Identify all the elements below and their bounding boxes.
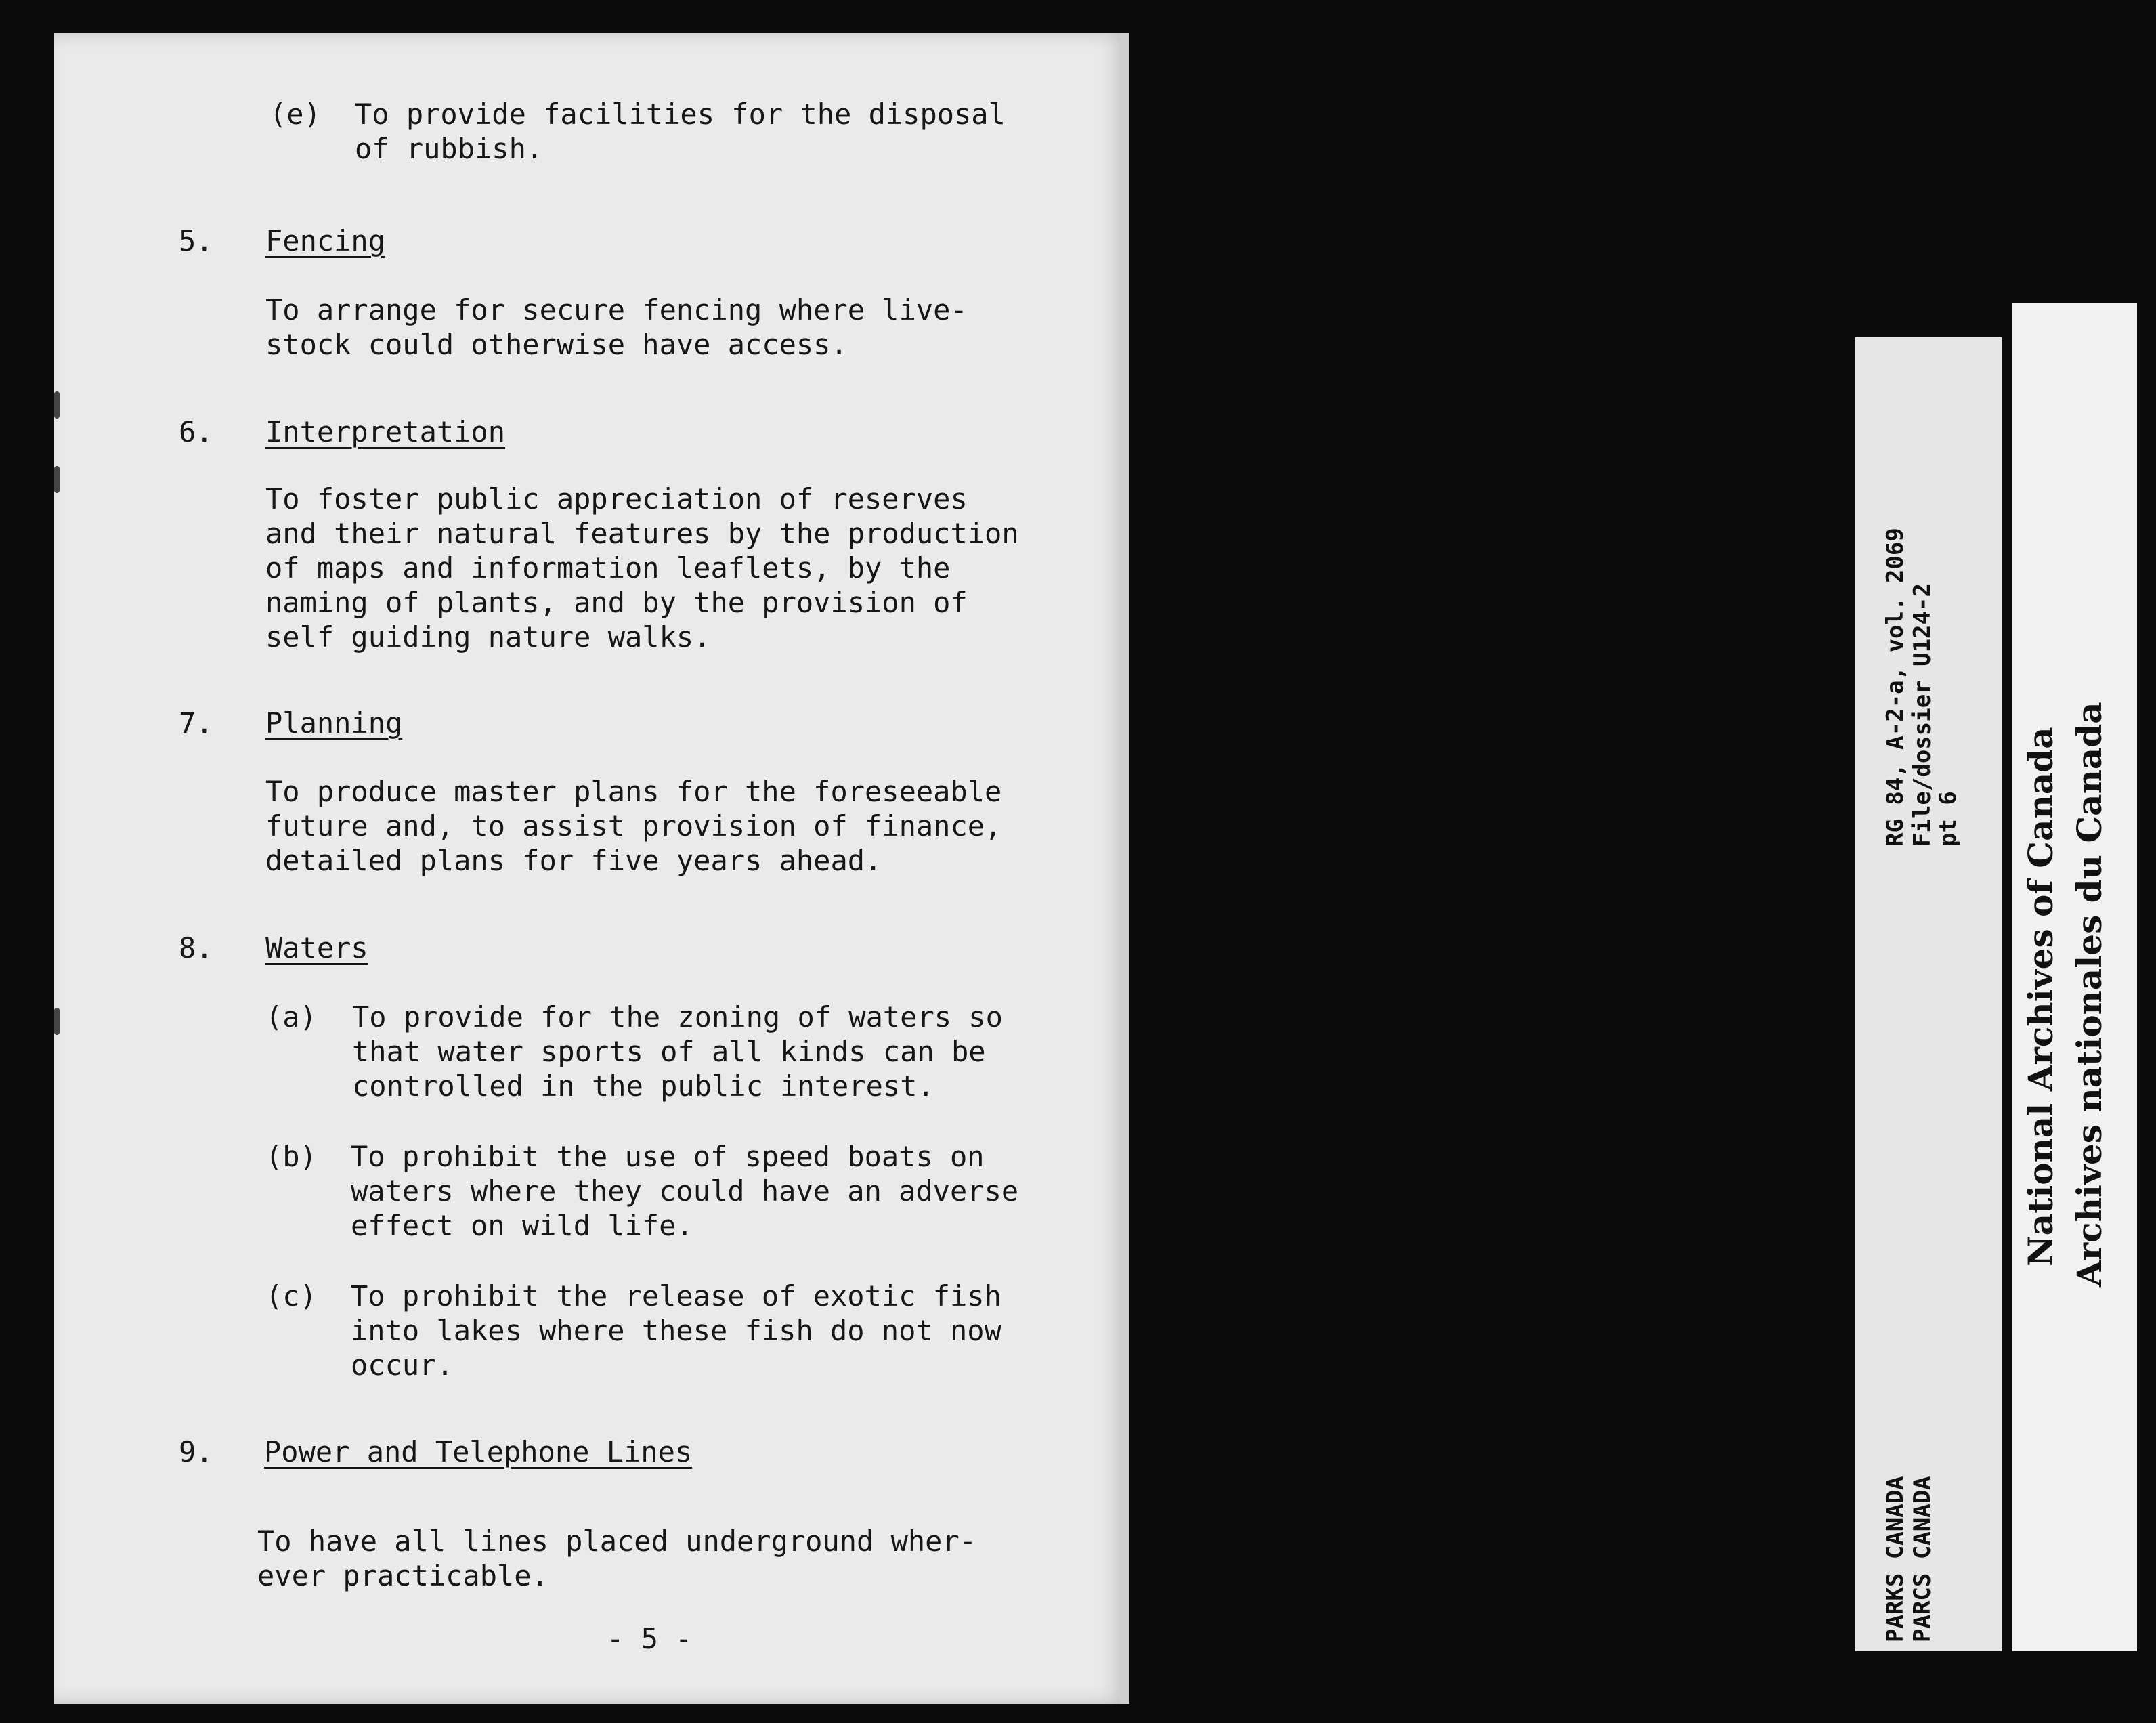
section-9-title: Power and Telephone Lines bbox=[264, 1435, 693, 1468]
section-6-title: Interpretation bbox=[265, 415, 506, 448]
section-6-line-5: self guiding nature walks. bbox=[265, 620, 711, 654]
section-6-line-4: naming of plants, and by the provision of bbox=[265, 586, 968, 619]
institution-line-1: National Archives of Canada bbox=[2021, 727, 2061, 1267]
section-5-line-1: To arrange for secure fencing where live- bbox=[265, 293, 968, 326]
section-6-line-1: To foster public appreciation of reserves bbox=[265, 482, 968, 515]
item-8c-marker: (c) bbox=[265, 1279, 317, 1313]
item-8c-line-1: To prohibit the release of exotic fish bbox=[351, 1279, 1001, 1313]
item-8c-line-3: occur. bbox=[351, 1348, 454, 1382]
section-9-line-2: ever practicable. bbox=[257, 1559, 548, 1592]
section-9-number: 9. bbox=[179, 1435, 213, 1468]
section-8-number: 8. bbox=[179, 931, 213, 964]
section-9-line-1: To have all lines placed underground wher- bbox=[257, 1525, 977, 1558]
section-5-title: Fencing bbox=[265, 224, 386, 257]
staple-mark bbox=[54, 466, 60, 493]
archive-reference-line-2: File/dossier U124-2 bbox=[1909, 583, 1936, 847]
item-8b-marker: (b) bbox=[265, 1140, 317, 1173]
section-7-line-1: To produce master plans for the foreseeable bbox=[265, 775, 1002, 808]
section-7-number: 7. bbox=[179, 706, 213, 740]
staple-mark bbox=[54, 1008, 60, 1035]
institution-line-2: Archives nationales du Canada bbox=[2069, 702, 2109, 1287]
section-7-line-2: future and, to assist provision of finance, bbox=[265, 809, 1002, 843]
item-8b-line-1: To prohibit the use of speed boats on bbox=[351, 1140, 985, 1173]
section-5-line-2: stock could otherwise have access. bbox=[265, 328, 848, 361]
item-e-marker: (e) bbox=[270, 98, 321, 131]
item-8a-marker: (a) bbox=[265, 1000, 317, 1034]
section-7-title: Planning bbox=[265, 706, 403, 740]
section-6-number: 6. bbox=[179, 415, 213, 448]
department-line-2: PARCS CANADA bbox=[1909, 1476, 1936, 1642]
section-6-line-3: of maps and information leaflets, by the bbox=[265, 551, 951, 584]
archive-reference-label bbox=[1855, 337, 2002, 1651]
section-6-line-2: and their natural features by the production bbox=[265, 517, 1019, 550]
item-8a-line-2: that water sports of all kinds can be bbox=[352, 1035, 986, 1068]
department-line-1: PARKS CANADA bbox=[1882, 1476, 1909, 1642]
section-5-number: 5. bbox=[179, 224, 213, 257]
item-8b-line-2: waters where they could have an adverse bbox=[351, 1174, 1019, 1208]
item-8b-line-3: effect on wild life. bbox=[351, 1209, 693, 1242]
item-8c-line-2: into lakes where these fish do not now bbox=[351, 1314, 1001, 1347]
item-e-line-1: To provide facilities for the disposal bbox=[355, 98, 1006, 131]
item-e-line-2: of rubbish. bbox=[355, 132, 544, 165]
section-7-line-3: detailed plans for five years ahead. bbox=[265, 844, 882, 877]
archive-reference-line-3: pt 6 bbox=[1935, 791, 1962, 847]
page-number: - 5 - bbox=[607, 1622, 693, 1655]
item-8a-line-1: To provide for the zoning of waters so bbox=[352, 1000, 1003, 1034]
item-8a-line-3: controlled in the public interest. bbox=[352, 1069, 934, 1103]
staple-mark bbox=[54, 391, 60, 419]
section-8-title: Waters bbox=[265, 931, 368, 964]
archive-reference-line-1: RG 84, A-2-a, vol. 2069 bbox=[1882, 528, 1909, 847]
